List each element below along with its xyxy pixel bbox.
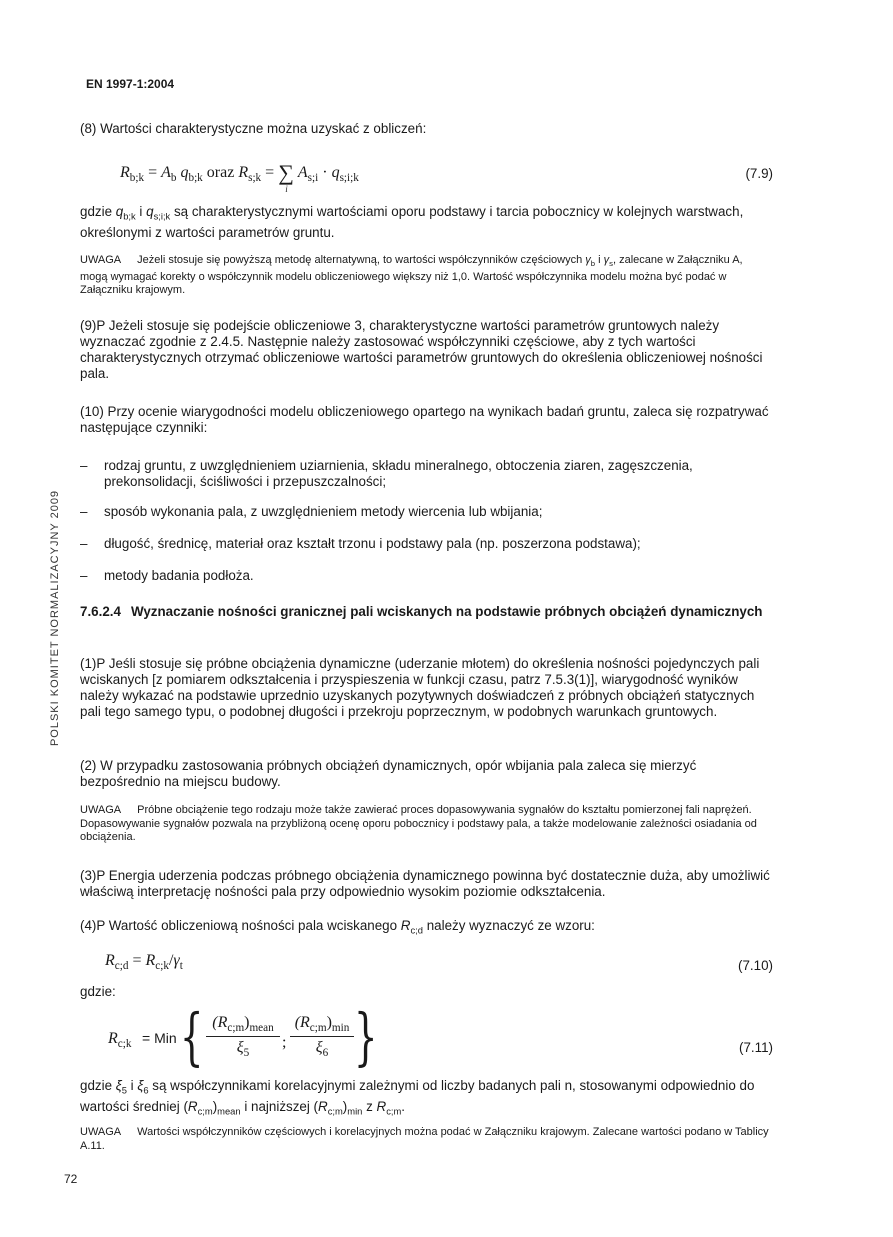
side-watermark-text: POLSKI KOMITET NORMALIZACYJNY 2009 <box>49 489 61 747</box>
paragraph-s2: (2) W przypadku zastosowania próbnych obciążeń dynamicznych, opór wbijania pala zaleca się mierzyć bezpośrednio na miejscu budowy. <box>80 758 697 789</box>
section-heading <box>80 604 770 620</box>
fraction-mean <box>206 1014 280 1059</box>
paragraph-s4: (4)P Wartość obliczeniową nośności pala wciskanego $R_{c;d}$ należy wyznaczyć ze wzoru: <box>80 918 595 936</box>
eq-subscript: s;i <box>307 172 319 185</box>
equation-number-7-10: (7.10) <box>738 958 773 973</box>
standard-header: EN 1997-1:2004 <box>86 77 175 91</box>
fraction-denominator: $\xi_6$ <box>315 1039 329 1060</box>
paragraph-10: (10) Przy ocenie wiarygodności modelu obliczeniowego opartego na wynikach badań gruntu, zaleca się rozpatrywać następujące czynniki: <box>80 404 769 435</box>
list-dash: – <box>80 568 88 583</box>
eq-symbol: A <box>161 164 171 181</box>
note-3: UWAGA Wartości współczynników częściowych i korelacyjnych można podać w Załączniku krajowym. Zalecane wartości podano w Tablicy A.11. <box>80 1126 769 1152</box>
eq-symbol: A <box>297 164 308 181</box>
fraction-min <box>290 1014 354 1059</box>
eq-lhs: $R_{c;k}$ <box>108 1030 132 1051</box>
list-dash: – <box>80 458 88 473</box>
eq-text: oraz <box>202 164 239 181</box>
paragraph-9: (9)P Jeżeli stosuje się podejście obliczeniowe 3, charakterystyczne wartości parametrów gruntowych należy wyznaczać zgodnie z 2.4.5. Następnie należy zastosować współczynniki częściowe, aby z tych wartości charakterystycznych otrzymać obliczeniowe wartości parametrów gruntowych do określenia obliczeniowej nośności pala. <box>80 318 763 381</box>
note-label: UWAGA <box>80 1126 122 1138</box>
eq-subscript: s;k <box>248 172 262 185</box>
eq-symbol: R <box>238 164 249 181</box>
paragraph-gdzie-1: gdzie $q_{b;k}$ i $q_{s;i;k}$ są charakterystycznymi wartościami oporu podstawy i tarcia pobocznicy w kolejnych warstwach, określonymi z wartości parametrów gruntu. <box>80 204 744 240</box>
sum-index: i <box>285 184 288 194</box>
paragraph-s1: (1)P Jeśli stosuje się próbne obciążenia dynamiczne (uderzanie młotem) do określenia nośności pojedynczych pali wciskanych [z pomiarem odkształcenia i przyspieszenia w funkcji czasu, patrz 7.5.3(1)], wiarygodność wyników należy wykazać na podstawie uprzednio uzyskanych pozytywnych doświadczeń z próbnych obciążeń statycznych pali tego samego typu, o podobnej długości i przekroju poprzecznym, w podobnych warunkach gruntowych. <box>80 656 760 719</box>
fraction-numerator: $(R_{c;m})_{min}$ <box>290 1014 354 1037</box>
eq-subscript: b;k <box>129 172 145 185</box>
list-item-text: rodzaj gruntu, z uwzględnieniem uziarnienia, składu mineralnego, obtoczenia ziaren, zagęszczenia, prekonsolidacji, ściśliwości i przepuszczalności; <box>104 458 693 489</box>
note-1: UWAGA Jeżeli stosuje się powyższą metodę alternatywną, to wartości współczynników częściowych $\gamma_b$ i $\gamma_s$, zalecane w Załączniku A, mogą wymagać korekty o współczynnik modelu obliczeniowego większy niż 1,0. Wartość współczynnika modelu można być podać w Załączniku krajowym. <box>80 254 743 297</box>
equation-7-9 <box>120 160 359 194</box>
equation-7-10: $R_{c;d} = R_{c;k}/\gamma_t$ <box>105 952 183 973</box>
left-brace: { <box>179 1000 204 1073</box>
note-label: UWAGA <box>80 804 122 816</box>
right-brace: } <box>353 1000 378 1073</box>
section-number: 7.6.2.4 <box>80 604 121 619</box>
section-title: Wyznaczanie nośności granicznej pali wciskanych na podstawie próbnych obciążeń dynamicznych <box>130 604 763 619</box>
eq-separator: ; <box>282 1034 287 1051</box>
equation-7-11 <box>108 1000 378 1073</box>
list-dash: – <box>80 536 88 551</box>
fraction-numerator: $(R_{c;m})_{mean}$ <box>206 1014 280 1037</box>
list-item-text: długość, średnicę, materiał oraz kształt trzonu i podstawy pala (np. poszerzona podstawa); <box>104 536 641 551</box>
eq-symbol: q <box>180 164 189 181</box>
sum-symbol: ∑ i <box>278 160 294 194</box>
fraction-denominator: $\xi_5$ <box>236 1039 250 1060</box>
list-item-text: metody badania podłoża. <box>104 568 254 583</box>
eq-subscript: b <box>170 172 177 185</box>
note-label: UWAGA <box>80 254 122 266</box>
paragraph-s3: (3)P Energia uderzenia podczas próbnego obciążenia dynamicznego powinna być dostatecznie duża, aby umożliwić właściwą interpretację nośności pala przy odpowiednio wysokim poziomie odkształcenia. <box>80 868 770 899</box>
paragraph-gdzie-2: gdzie: <box>80 984 116 999</box>
list-item-text: sposób wykonania pala, z uwzględnieniem metody wiercenia lub wbijania; <box>104 504 543 519</box>
page-number: 72 <box>64 1172 78 1186</box>
eq-operator: · <box>318 164 332 181</box>
eq-operator: = <box>261 164 279 181</box>
note-2: UWAGA Próbne obciążenie tego rodzaju może także zawierać proces dopasowywania sygnałów do kształtu pomierzonej fali naprężeń. Dopasowywanie sygnałów pozwala na przybliżoną ocenę oporu pobocznicy i podstawy pala, a także modelowanie zależności osiadania od obciążenia. <box>80 804 757 843</box>
eq-subscript: b;k <box>188 172 203 185</box>
equation-number-7-9: (7.9) <box>745 166 773 181</box>
eq-subscript: s;i;k <box>339 172 359 185</box>
eq-symbol: q <box>331 164 340 181</box>
eq-min: = Min <box>142 1030 177 1046</box>
equation-number-7-11: (7.11) <box>739 1040 773 1055</box>
list-dash: – <box>80 504 88 519</box>
paragraph-gdzie-3: gdzie $\xi_5$ i $\xi_6$ są współczynnikami korelacyjnymi zależnymi od liczby badanych pali n, stosowanymi odpowiednio do wartości średniej $(R_{c;m})_{mean}$ i najniższej $(R_{c;m})_{min}$ z $R_{c;m}$. <box>80 1078 755 1117</box>
eq-symbol: R <box>120 164 130 181</box>
paragraph-8: (8) Wartości charakterystyczne można uzyskać z obliczeń: <box>80 121 427 136</box>
eq-operator: = <box>144 164 162 181</box>
